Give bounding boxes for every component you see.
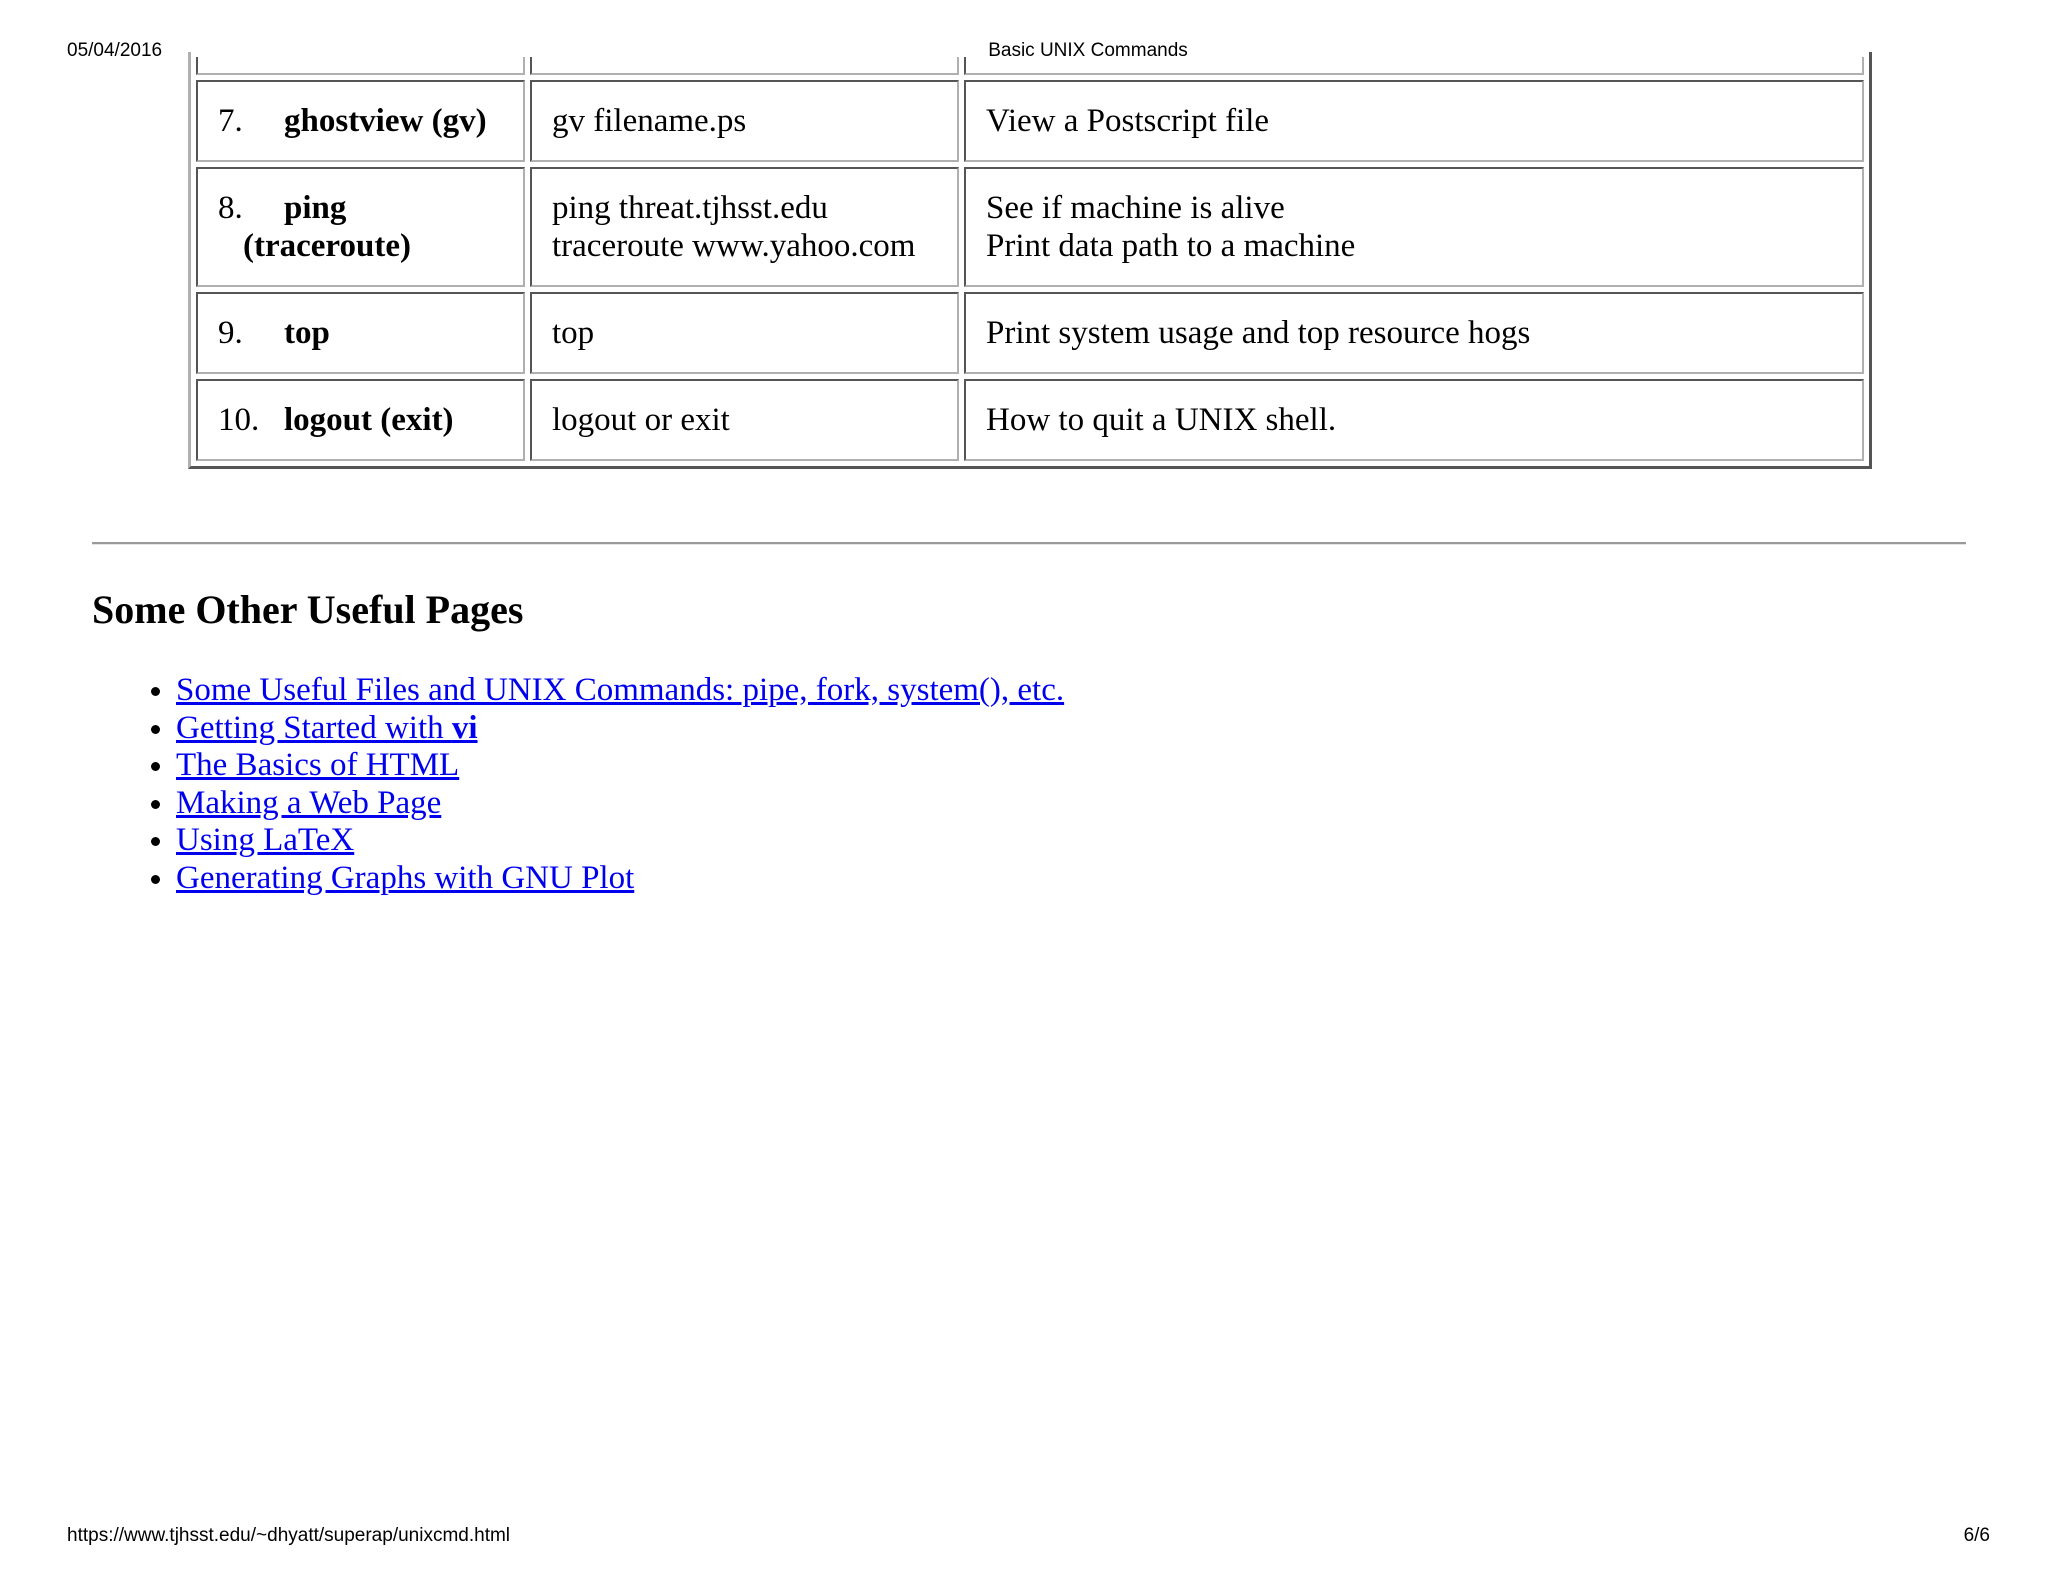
table-row xyxy=(196,167,1864,287)
command-name: logout (exit) xyxy=(284,402,454,438)
command-number: 10. xyxy=(218,402,260,438)
print-date: 05/04/2016 xyxy=(67,40,163,61)
list-item xyxy=(176,822,1064,860)
section-heading: Some Other Useful Pages xyxy=(92,587,524,632)
horizontal-rule xyxy=(92,542,1966,545)
list-item xyxy=(176,860,1064,898)
table-row xyxy=(196,379,1864,461)
link-text-bold: vi xyxy=(451,709,478,746)
link-gnu-plot[interactable]: Generating Graphs with GNU Plot xyxy=(176,859,635,896)
example-cell: logout or exit xyxy=(530,379,959,461)
command-number: 9. xyxy=(218,315,243,351)
commands-table xyxy=(188,52,1872,469)
command-name: top xyxy=(284,315,330,351)
description-cell xyxy=(964,167,1864,287)
example-line: traceroute www.yahoo.com xyxy=(552,228,916,264)
link-text: Getting Started with xyxy=(176,709,452,746)
command-number: 7. xyxy=(218,103,243,139)
command-cell xyxy=(196,292,525,374)
example-line: ping threat.tjhsst.edu xyxy=(552,190,828,226)
print-url: https://www.tjhsst.edu/~dhyatt/superap/unixcmd.html xyxy=(67,1525,511,1546)
link-basics-html[interactable]: The Basics of HTML xyxy=(176,747,460,783)
command-cell xyxy=(196,80,525,162)
link-using-latex[interactable]: Using LaTeX xyxy=(176,822,355,858)
list-item xyxy=(176,785,1064,823)
command-cell xyxy=(196,379,525,461)
list-item xyxy=(176,747,1064,785)
table-row xyxy=(196,80,1864,162)
print-page-title: Basic UNIX Commands xyxy=(988,40,1188,61)
description-line: See if machine is alive xyxy=(986,190,1285,226)
list-item xyxy=(176,672,1064,710)
print-page-number: 6/6 xyxy=(1963,1525,1990,1546)
example-cell xyxy=(530,167,959,287)
description-cell: View a Postscript file xyxy=(964,80,1864,162)
command-number: 8. xyxy=(218,190,243,226)
table-row xyxy=(196,292,1864,374)
table-row-continued xyxy=(196,57,1864,75)
command-name-alt: (traceroute) xyxy=(243,228,411,264)
example-cell: top xyxy=(530,292,959,374)
description-cell: Print system usage and top resource hogs xyxy=(964,292,1864,374)
command-name: ghostview (gv) xyxy=(284,103,487,139)
description-line: Print data path to a machine xyxy=(986,228,1356,264)
link-useful-files[interactable]: Some Useful Files and UNIX Commands: pipe, fork, system(), etc. xyxy=(176,672,1065,708)
description-cell: How to quit a UNIX shell. xyxy=(964,379,1864,461)
command-name: ping xyxy=(284,190,347,226)
link-getting-started-vi[interactable] xyxy=(176,710,478,746)
link-making-web-page[interactable]: Making a Web Page xyxy=(176,784,442,821)
command-cell xyxy=(196,167,525,287)
useful-pages-list xyxy=(136,672,1064,897)
list-item xyxy=(176,710,1064,748)
example-cell: gv filename.ps xyxy=(530,80,959,162)
